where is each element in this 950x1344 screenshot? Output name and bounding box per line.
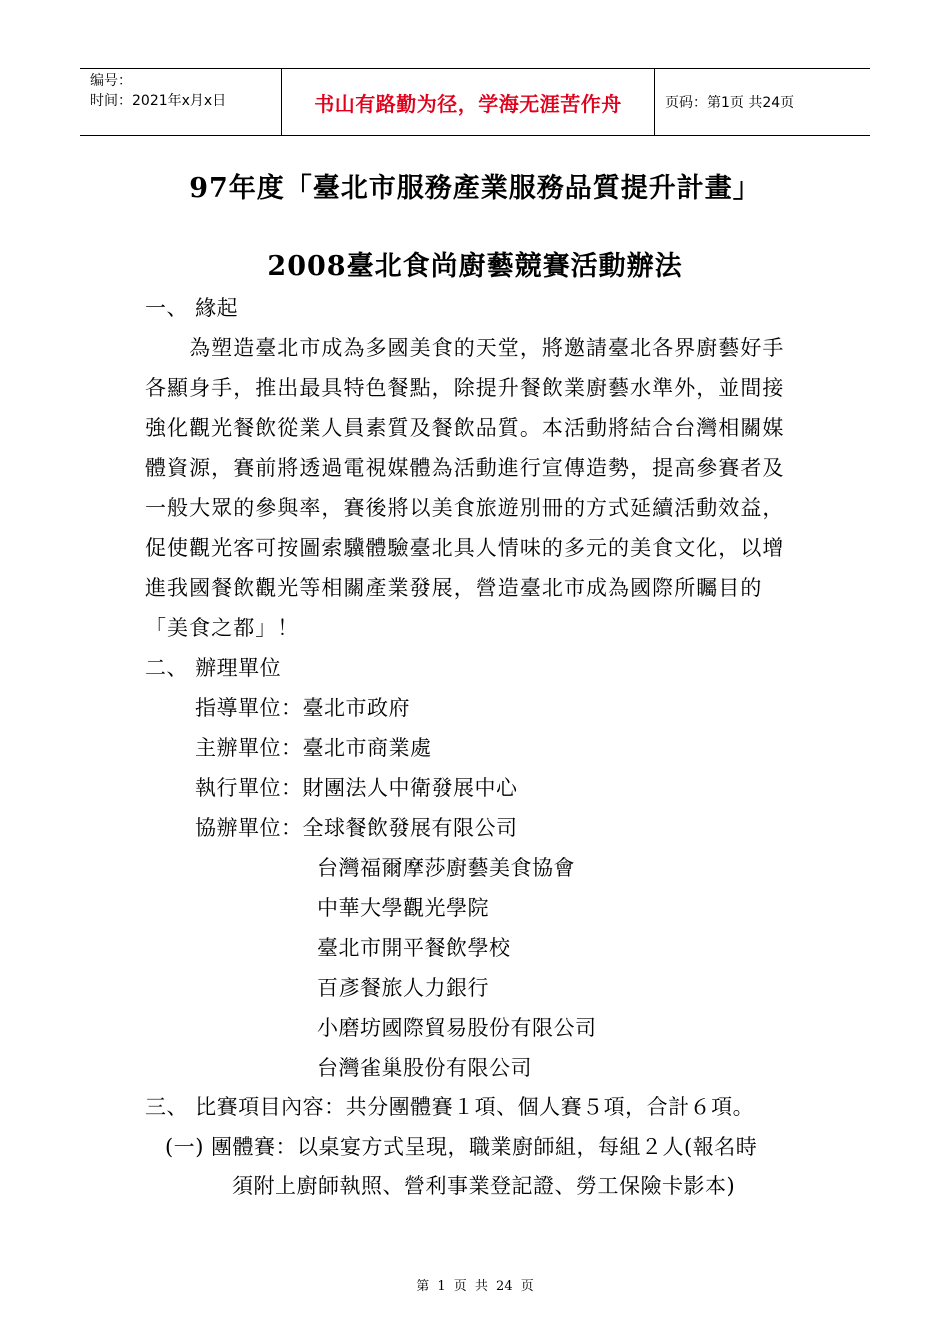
section2-heading: 二、 辦理單位 bbox=[145, 656, 282, 680]
section3-heading: 三、 比賽項目內容：共分團體賽１項、個人賽５項，合計６項。 bbox=[145, 1095, 755, 1119]
serial-label: 编号： bbox=[90, 73, 132, 89]
header-info-cell bbox=[80, 69, 282, 135]
co-unit-item: 中華大學觀光學院 bbox=[317, 896, 489, 920]
page-footer: 第 1 页 共 24 页 bbox=[416, 1279, 534, 1294]
header-table bbox=[80, 68, 870, 136]
co-unit-item: 臺北市開平餐飲學校 bbox=[317, 936, 511, 960]
team-event-line1: (一) 團體賽：以桌宴方式呈現，職業廚師組，每組２人(報名時 bbox=[165, 1135, 758, 1159]
paragraph-line: 體資源，賽前將透過電視媒體為活動進行宣傳造勢，提高參賽者及 bbox=[145, 456, 785, 480]
team-event-line2: 須附上廚師執照、營利事業登記證、勞工保險卡影本) bbox=[232, 1174, 736, 1198]
co-unit: 協辦單位：全球餐飲發展有限公司 bbox=[195, 816, 518, 840]
exec-unit: 執行單位：財團法人中衛發展中心 bbox=[195, 776, 518, 800]
host-unit: 主辦單位：臺北市商業處 bbox=[195, 736, 432, 760]
document-title-line1: 97年度「臺北市服務產業服務品質提升計畫」 bbox=[189, 173, 761, 204]
paragraph-line: 各顯身手，推出最具特色餐點，除提升餐飲業廚藝水準外，並間接 bbox=[145, 376, 785, 400]
paragraph-line: 一般大眾的參與率，賽後將以美食旅遊別冊的方式延續活動效益， bbox=[145, 496, 785, 520]
paragraph-line: 促使觀光客可按圖索驥體驗臺北具人情味的多元的美食文化，以增 bbox=[145, 536, 785, 560]
co-unit-item: 百彥餐旅人力銀行 bbox=[317, 976, 489, 1000]
guide-unit: 指導單位：臺北市政府 bbox=[195, 696, 410, 720]
paragraph-line: 為塑造臺北市成為多國美食的天堂，將邀請臺北各界廚藝好手 bbox=[145, 336, 785, 360]
section1-heading: 一、 緣起 bbox=[145, 296, 239, 320]
page-info: 页码：第1页 共24页 bbox=[665, 95, 795, 111]
co-unit-item: 小磨坊國際貿易股份有限公司 bbox=[317, 1016, 597, 1040]
co-unit-item: 台灣雀巢股份有限公司 bbox=[317, 1056, 532, 1080]
paragraph-line: 進我國餐飲觀光等相關產業發展，營造臺北市成為國際所矚目的 bbox=[145, 576, 763, 600]
paragraph-line: 強化觀光餐飲從業人員素質及餐飲品質。本活動將結合台灣相關媒 bbox=[145, 416, 785, 440]
document-title-line2: 2008臺北食尚廚藝競賽活動辦法 bbox=[267, 251, 683, 282]
section1-paragraph bbox=[145, 328, 815, 648]
motto: 书山有路勤为径，学海无涯苦作舟 bbox=[282, 69, 655, 135]
co-unit-item: 台灣福爾摩莎廚藝美食協會 bbox=[317, 856, 575, 880]
time-label: 时间：2021年x月x日 bbox=[90, 93, 227, 109]
paragraph-line: 「美食之都」！ bbox=[145, 616, 300, 640]
